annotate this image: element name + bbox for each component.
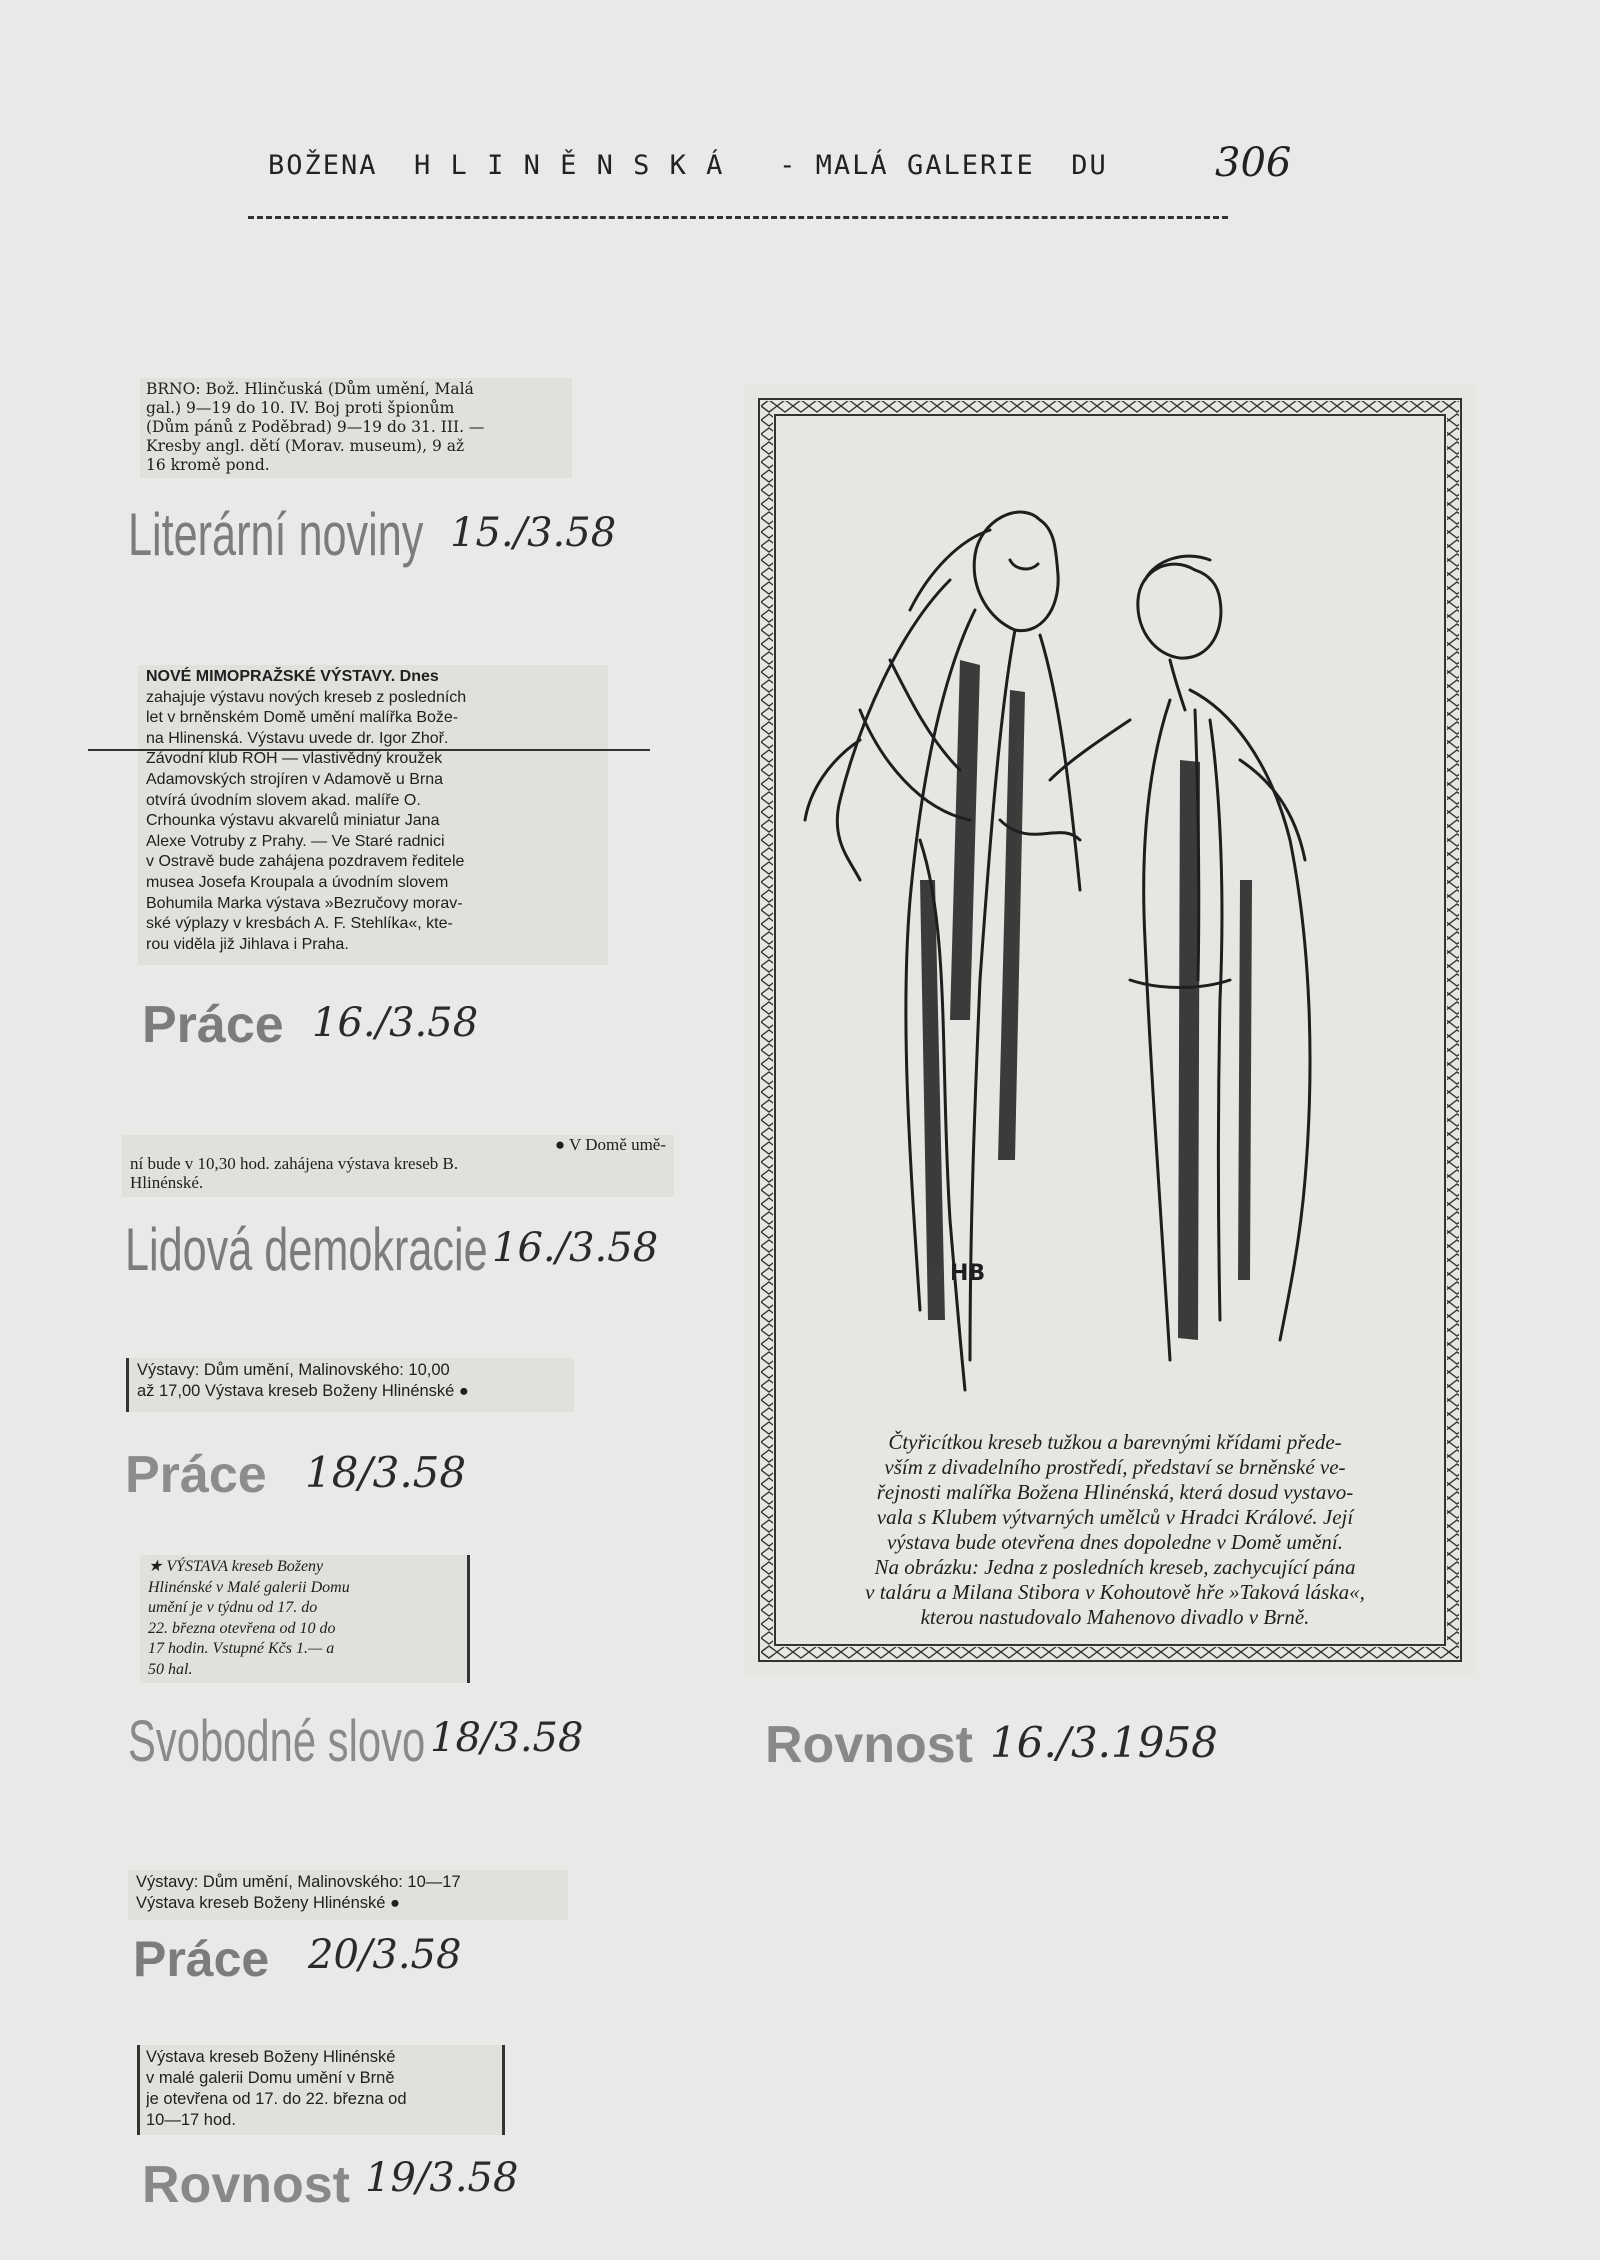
clipping-lidova-demokracie [122,1135,674,1197]
clipping-line: je otevřena od 17. do 22. března od [146,2090,407,2108]
clipping-line: Kresby angl. dětí (Morav. museum), 9 až [146,437,465,455]
clipping-line: NOVÉ MIMOPRAŽSKÉ VÝSTAVY. Dnes [146,668,439,685]
clipping-line: ● V Domě umě- [554,1135,666,1154]
figure-sketch-illustration [800,460,1420,1420]
clipping-line: v malé galerii Domu umění v Brně [146,2069,395,2087]
clipping-line: Závodní klub ROH — vlastivědný kroužek [146,750,443,768]
clipping-line: 17 hodin. Vstupné Kčs 1.— a [148,1640,335,1657]
caption-line: výstava bude otevřena dnes dopoledne v Domě umění. [886,1530,1344,1554]
clipping-line: Výstavy: Dům umění, Malinovského: 10,00 [137,1361,450,1379]
clipping-prace-vystavy [126,1358,574,1412]
caption-line: Na obrázku: Jedna z posledních kreseb, zachycující pána [874,1555,1356,1579]
caption-line: řejnosti malířka Božena Hlinénská, která dosud vystavo- [876,1480,1354,1504]
clipping-line: až 17,00 Výstava kreseb Boženy Hlinénské ● [137,1382,469,1400]
clipping-line: musea Josefa Kroupala a úvodním slovem [146,873,449,891]
clip-date: 15./3.58 [450,510,617,556]
clipping-line: Výstava kreseb Boženy Hlinénské ● [136,1894,401,1912]
clip-date: 16./3.58 [492,1225,659,1271]
clipping-line: Výstava kreseb Boženy Hlinénské [146,2048,396,2066]
page-header-title: BOŽENA H L I N Ě N S K Á - MALÁ GALERIE DU [268,150,1108,181]
clipping-line: 10—17 hod. [146,2111,236,2129]
source-prace: Práce [142,996,284,1054]
clipping-line: Hlinénské. [130,1173,204,1192]
source-rovnost: Rovnost [142,2156,350,2214]
clipping-line: gal.) 9—19 do 10. IV. Boj proti špionům [146,399,455,417]
header-divider [248,216,1228,219]
caption-line: v taláru a Milana Stibora v Kohoutově hře »Taková láska«, [865,1580,1365,1604]
source-prace: Práce [133,1931,270,1987]
source-svobodne-slovo: Svobodné slovo [128,1709,426,1774]
clipping-line: 16 kromě pond. [146,456,270,474]
clip-date: 16./3.58 [312,1000,479,1046]
caption-line: vala s Klubem výtvarných umělců v Hradci Králové. Její [876,1505,1354,1529]
clipping-line: Hlinénské v Malé galerii Domu [148,1578,350,1596]
source-prace: Práce [125,1446,267,1504]
clipping-line: ské výplazy v kresbách A. F. Stehlíka«, kte- [146,915,453,933]
clipping-line: let v brněnském Domě umění malířka Bože- [146,709,459,727]
sketch-signature: HB [950,1261,986,1286]
clipping-line: Bohumila Marka výstava »Bezručovy morav- [146,894,463,912]
feature-caption [800,1430,1430,1630]
caption-line: Čtyřicítkou kreseb tužkou a barevnými křídami přede- [888,1430,1342,1454]
source-rovnost: Rovnost [765,1716,973,1774]
clipping-line: v Ostravě bude zahájena pozdravem ředitele [146,853,465,871]
clipping-literarni-noviny [140,378,572,478]
page-number: 306 [1215,140,1292,186]
strikethrough-line [88,749,650,751]
clipping-line: rou viděla již Jihlava i Praha. [146,935,349,953]
clipping-line: Alexe Votruby z Prahy. — Ve Staré radnici [146,832,445,850]
clipping-line: 22. března otevřena od 10 do [148,1619,336,1637]
clipping-line: ní bude v 10,30 hod. zahájena výstava kreseb B. [130,1154,459,1173]
clipping-line: umění je v týdnu od 17. do [148,1599,318,1616]
clip-date: 20/3.58 [308,1932,462,1978]
clipping-line: zahajuje výstavu nových kreseb z posledních [146,688,467,706]
clipping-svobodne-slovo [140,1555,470,1683]
clipping-line: na Hlinenská. Výstavu uvede dr. Igor Zhoř. [146,729,449,747]
clipping-line: Crhounka výstavu akvarelů miniatur Jana [146,812,440,830]
clipping-line: 50 hal. [148,1660,193,1678]
clipping-line: BRNO: Bož. Hlinčuská (Dům umění, Malá [146,380,474,398]
caption-line: vším z divadelního prostředí, představí se brněnské ve- [884,1455,1346,1479]
clipping-rovnost-vystava [137,2045,505,2135]
clipping-prace-vystavy-2 [128,1870,568,1920]
clipping-line: Adamovských strojíren v Adamově u Brna [146,770,444,788]
clipping-line: otvírá úvodním slovem akad. malíře O. [146,791,421,809]
clipping-line: (Dům pánů z Poděbrad) 9—19 do 31. III. — [146,418,485,436]
clip-date: 18/3.58 [305,1448,467,1497]
clip-date: 16./3.1958 [990,1718,1218,1767]
source-lidova-demokracie: Lidová demokracie [125,1216,488,1283]
clipping-line: Výstavy: Dům umění, Malinovského: 10—17 [136,1873,461,1891]
clipping-line: ★ VÝSTAVA kreseb Boženy [148,1558,324,1575]
clip-date: 18/3.58 [430,1715,584,1761]
clipping-prace-nove-vystavy [138,665,608,965]
caption-line: kterou nastudovalo Mahenovo divadlo v Brně. [920,1605,1310,1629]
source-literarni-noviny: Literární noviny [128,501,424,568]
clip-date: 19/3.58 [365,2155,519,2201]
